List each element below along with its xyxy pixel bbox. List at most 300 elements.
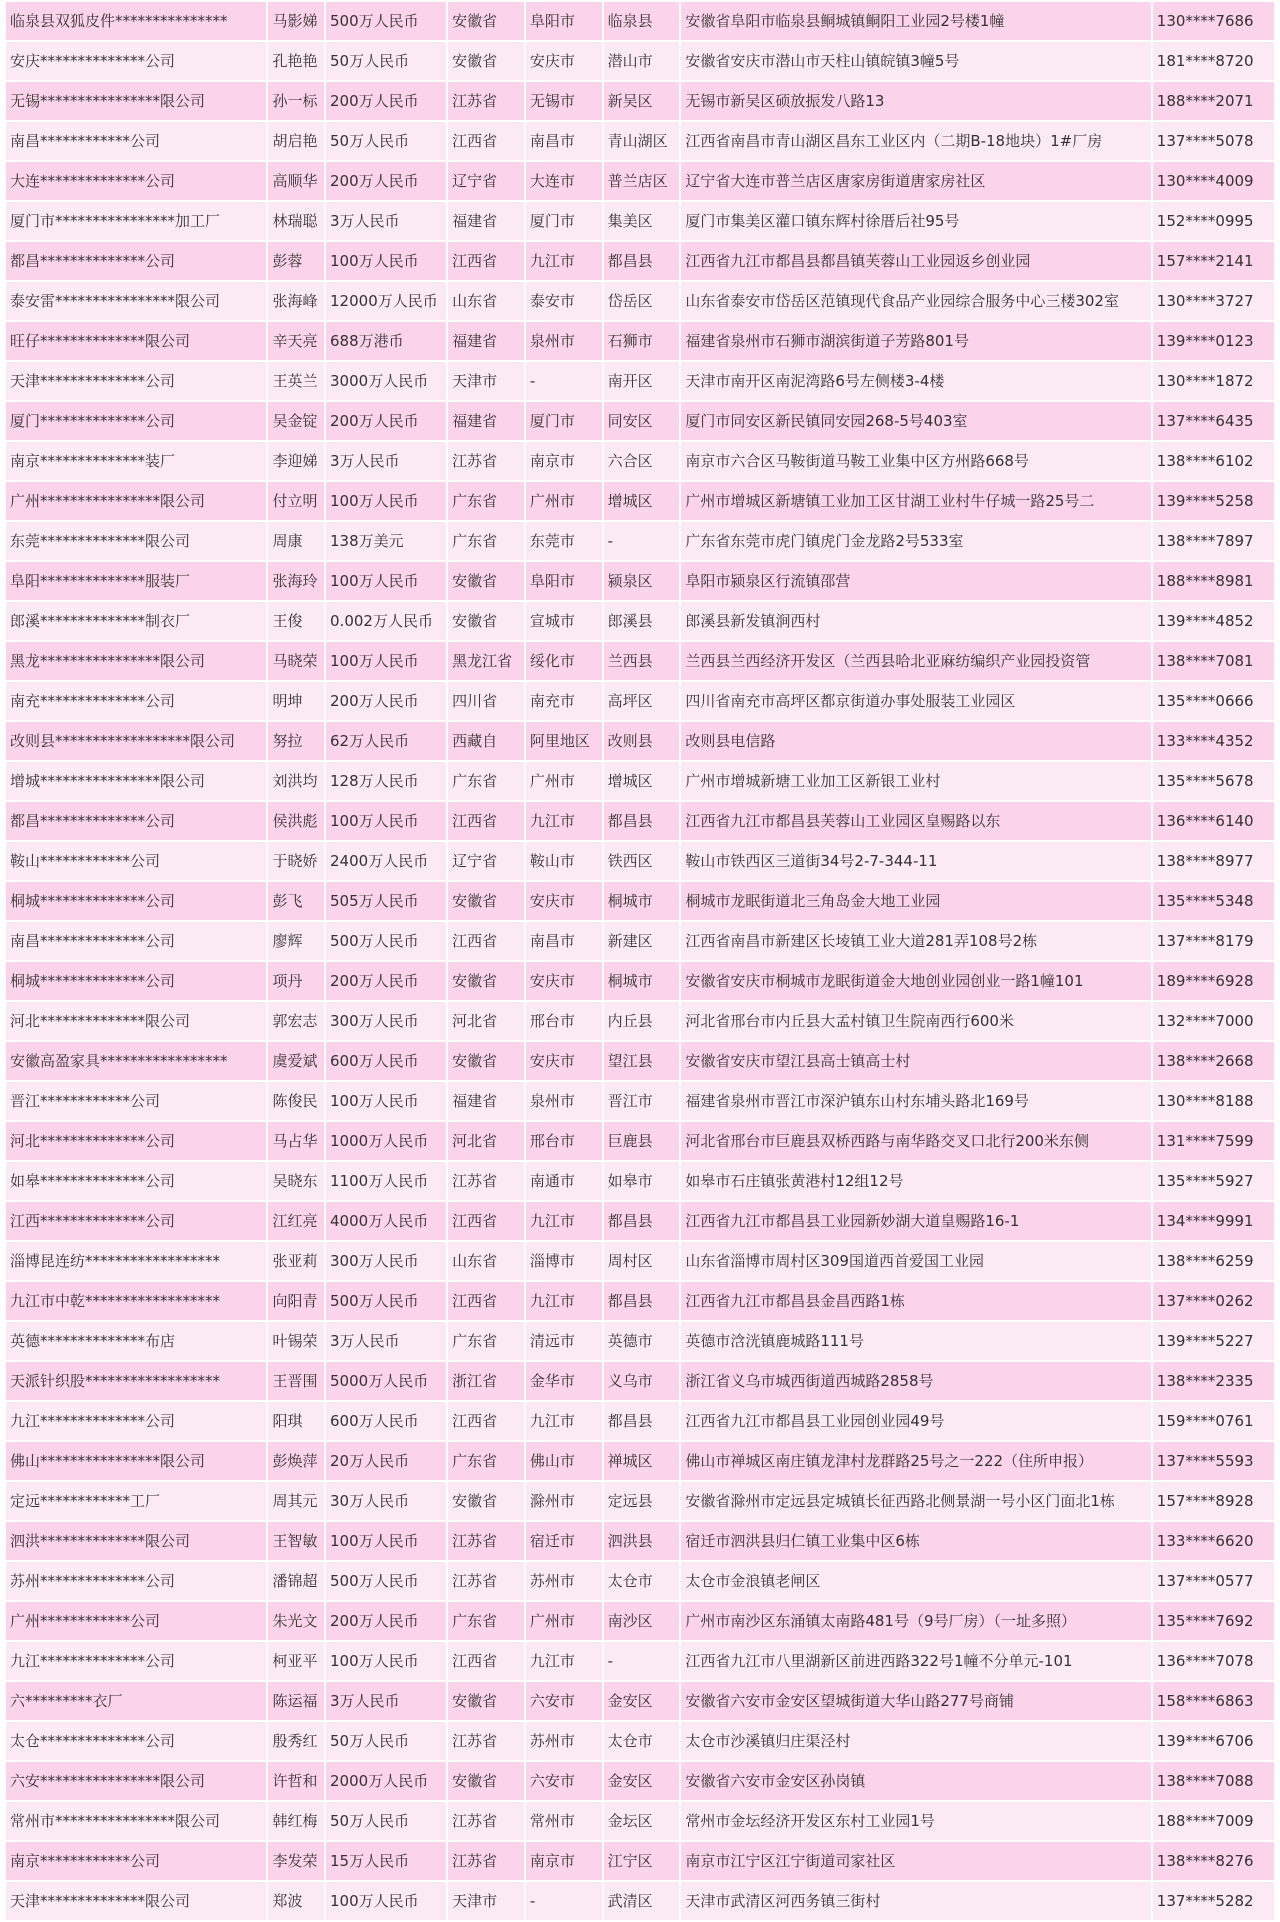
table-row (6, 602, 1274, 640)
city-cell: 邢台市 (526, 1002, 602, 1040)
city-cell: 南昌市 (526, 122, 602, 160)
address-cell: 安徽省六安市金安区孙岗镇 (681, 1762, 1150, 1800)
table-row (6, 1682, 1274, 1720)
company-name-cell: 天派针织股****************** (6, 1362, 266, 1400)
contact-name-cell: 阳琪 (268, 1402, 324, 1440)
company-table-container (4, 0, 1276, 1922)
district-cell: 南沙区 (604, 1602, 680, 1640)
company-name-cell: 安庆**************公司 (6, 42, 266, 80)
registered-capital-cell: 200万人民币 (326, 162, 446, 200)
province-cell: 江苏省 (448, 1802, 524, 1840)
contact-name-cell: 胡启艳 (268, 122, 324, 160)
city-cell: - (526, 1882, 602, 1920)
province-cell: 天津市 (448, 362, 524, 400)
table-row (6, 402, 1274, 440)
table-row (6, 1842, 1274, 1880)
phone-cell: 139****6706 (1153, 1722, 1274, 1760)
address-cell: 浙江省义乌市城西街道西城路2858号 (681, 1362, 1150, 1400)
city-cell: 鞍山市 (526, 842, 602, 880)
table-row (6, 882, 1274, 920)
table-row (6, 362, 1274, 400)
district-cell: 巨鹿县 (604, 1122, 680, 1160)
province-cell: 安徽省 (448, 882, 524, 920)
phone-cell: 137****5078 (1153, 122, 1274, 160)
address-cell: 兰西县兰西经济开发区（兰西县哈北亚麻纺编织产业园投资管 (681, 642, 1150, 680)
registered-capital-cell: 100万人民币 (326, 242, 446, 280)
province-cell: 黑龙江省 (448, 642, 524, 680)
contact-name-cell: 吴金锭 (268, 402, 324, 440)
address-cell: 江西省九江市都昌县金昌西路1栋 (681, 1282, 1150, 1320)
district-cell: 金安区 (604, 1762, 680, 1800)
table-row (6, 1602, 1274, 1640)
address-cell: 江西省九江市都昌县都昌镇芙蓉山工业园返乡创业园 (681, 242, 1150, 280)
address-cell: 山东省泰安市岱岳区范镇现代食品产业园综合服务中心三楼302室 (681, 282, 1150, 320)
phone-cell: 138****2668 (1153, 1042, 1274, 1080)
city-cell: 九江市 (526, 1282, 602, 1320)
company-name-cell: 南昌************公司 (6, 122, 266, 160)
district-cell: 太仓市 (604, 1722, 680, 1760)
registered-capital-cell: 100万人民币 (326, 562, 446, 600)
city-cell: 安庆市 (526, 882, 602, 920)
phone-cell: 130****7686 (1153, 2, 1274, 40)
registered-capital-cell: 100万人民币 (326, 1642, 446, 1680)
table-row (6, 1482, 1274, 1520)
contact-name-cell: 于晓娇 (268, 842, 324, 880)
province-cell: 广东省 (448, 482, 524, 520)
district-cell: 都昌县 (604, 802, 680, 840)
registered-capital-cell: 128万人民币 (326, 762, 446, 800)
company-name-cell: 南昌**************公司 (6, 922, 266, 960)
table-row (6, 282, 1274, 320)
phone-cell: 157****8928 (1153, 1482, 1274, 1520)
phone-cell: 139****4852 (1153, 602, 1274, 640)
province-cell: 广东省 (448, 1322, 524, 1360)
registered-capital-cell: 2400万人民币 (326, 842, 446, 880)
city-cell: 泰安市 (526, 282, 602, 320)
phone-cell: 137****6435 (1153, 402, 1274, 440)
address-cell: 河北省邢台市内丘县大孟村镇卫生院南西行600米 (681, 1002, 1150, 1040)
registered-capital-cell: 12000万人民币 (326, 282, 446, 320)
company-name-cell: 郎溪**************制衣厂 (6, 602, 266, 640)
registered-capital-cell: 100万人民币 (326, 1522, 446, 1560)
province-cell: 安徽省 (448, 2, 524, 40)
table-row (6, 242, 1274, 280)
table-row (6, 162, 1274, 200)
registered-capital-cell: 688万港币 (326, 322, 446, 360)
company-name-cell: 天津**************限公司 (6, 1882, 266, 1920)
province-cell: 广东省 (448, 1602, 524, 1640)
registered-capital-cell: 500万人民币 (326, 1282, 446, 1320)
address-cell: 福建省泉州市石狮市湖滨街道子芳路801号 (681, 322, 1150, 360)
phone-cell: 137****8179 (1153, 922, 1274, 960)
company-name-cell: 东莞**************限公司 (6, 522, 266, 560)
table-row (6, 1322, 1274, 1360)
registered-capital-cell: 0.002万人民币 (326, 602, 446, 640)
address-cell: 福建省泉州市晋江市深沪镇东山村东埔头路北169号 (681, 1082, 1150, 1120)
table-row (6, 1762, 1274, 1800)
province-cell: 广东省 (448, 1442, 524, 1480)
table-row (6, 1202, 1274, 1240)
table-row (6, 1562, 1274, 1600)
city-cell: 滁州市 (526, 1482, 602, 1520)
address-cell: 桐城市龙眠街道北三角岛金大地工业园 (681, 882, 1150, 920)
address-cell: 常州市金坛经济开发区东村工业园1号 (681, 1802, 1150, 1840)
table-row (6, 322, 1274, 360)
contact-name-cell: 殷秀红 (268, 1722, 324, 1760)
phone-cell: 137****5282 (1153, 1882, 1274, 1920)
city-cell: 安庆市 (526, 42, 602, 80)
province-cell: 山东省 (448, 1242, 524, 1280)
company-name-cell: 无锡****************限公司 (6, 82, 266, 120)
district-cell: 周村区 (604, 1242, 680, 1280)
address-cell: 安徽省安庆市桐城市龙眠街道金大地创业园创业一路1幢101 (681, 962, 1150, 1000)
contact-name-cell: 周康 (268, 522, 324, 560)
registered-capital-cell: 100万人民币 (326, 802, 446, 840)
city-cell: 九江市 (526, 1642, 602, 1680)
phone-cell: 159****0761 (1153, 1402, 1274, 1440)
district-cell: 六合区 (604, 442, 680, 480)
contact-name-cell: 明坤 (268, 682, 324, 720)
province-cell: 山东省 (448, 282, 524, 320)
company-name-cell: 江西**************公司 (6, 1202, 266, 1240)
table-row (6, 1282, 1274, 1320)
province-cell: 安徽省 (448, 962, 524, 1000)
district-cell: 新建区 (604, 922, 680, 960)
phone-cell: 136****7078 (1153, 1642, 1274, 1680)
city-cell: 宣城市 (526, 602, 602, 640)
phone-cell: 130****4009 (1153, 162, 1274, 200)
district-cell: 都昌县 (604, 1402, 680, 1440)
table-row (6, 42, 1274, 80)
district-cell: 如皋市 (604, 1162, 680, 1200)
company-name-cell: 九江**************公司 (6, 1642, 266, 1680)
district-cell: 同安区 (604, 402, 680, 440)
province-cell: 广东省 (448, 762, 524, 800)
province-cell: 安徽省 (448, 1042, 524, 1080)
district-cell: 铁西区 (604, 842, 680, 880)
province-cell: 江苏省 (448, 1162, 524, 1200)
district-cell: 金安区 (604, 1682, 680, 1720)
phone-cell: 133****6620 (1153, 1522, 1274, 1560)
district-cell: 英德市 (604, 1322, 680, 1360)
district-cell: 高坪区 (604, 682, 680, 720)
table-row (6, 1242, 1274, 1280)
city-cell: 阜阳市 (526, 562, 602, 600)
phone-cell: 136****6140 (1153, 802, 1274, 840)
registered-capital-cell: 500万人民币 (326, 922, 446, 960)
phone-cell: 138****7081 (1153, 642, 1274, 680)
company-name-cell: 增城****************限公司 (6, 762, 266, 800)
address-cell: 江西省南昌市新建区长堎镇工业大道281弄108号2栋 (681, 922, 1150, 960)
district-cell: 颍泉区 (604, 562, 680, 600)
table-row (6, 922, 1274, 960)
contact-name-cell: 刘洪均 (268, 762, 324, 800)
company-name-cell: 南充**************公司 (6, 682, 266, 720)
registered-capital-cell: 1000万人民币 (326, 1122, 446, 1160)
phone-cell: 158****6863 (1153, 1682, 1274, 1720)
table-row (6, 802, 1274, 840)
registered-capital-cell: 3万人民币 (326, 1322, 446, 1360)
table-row (6, 442, 1274, 480)
table-row (6, 1122, 1274, 1160)
registered-capital-cell: 50万人民币 (326, 1802, 446, 1840)
phone-cell: 189****6928 (1153, 962, 1274, 1000)
company-name-cell: 定远************工厂 (6, 1482, 266, 1520)
registered-capital-cell: 50万人民币 (326, 42, 446, 80)
contact-name-cell: 叶锡荣 (268, 1322, 324, 1360)
district-cell: 武清区 (604, 1882, 680, 1920)
company-name-cell: 厦门市****************加工厂 (6, 202, 266, 240)
city-cell: 东莞市 (526, 522, 602, 560)
contact-name-cell: 高顺华 (268, 162, 324, 200)
district-cell: - (604, 522, 680, 560)
phone-cell: 130****3727 (1153, 282, 1274, 320)
phone-cell: 138****7088 (1153, 1762, 1274, 1800)
district-cell: 兰西县 (604, 642, 680, 680)
district-cell: 定远县 (604, 1482, 680, 1520)
company-name-cell: 旺仔**************限公司 (6, 322, 266, 360)
province-cell: 安徽省 (448, 42, 524, 80)
registered-capital-cell: 100万人民币 (326, 1882, 446, 1920)
city-cell: 邢台市 (526, 1122, 602, 1160)
city-cell: 安庆市 (526, 1042, 602, 1080)
city-cell: 清远市 (526, 1322, 602, 1360)
city-cell: 南京市 (526, 1842, 602, 1880)
city-cell: 广州市 (526, 1602, 602, 1640)
company-name-cell: 安徽高盈家具***************** (6, 1042, 266, 1080)
table-row (6, 642, 1274, 680)
contact-name-cell: 周其元 (268, 1482, 324, 1520)
city-cell: 九江市 (526, 802, 602, 840)
contact-name-cell: 项丹 (268, 962, 324, 1000)
phone-cell: 138****8977 (1153, 842, 1274, 880)
company-name-cell: 黑龙****************限公司 (6, 642, 266, 680)
contact-name-cell: 辛天亮 (268, 322, 324, 360)
phone-cell: 133****4352 (1153, 722, 1274, 760)
address-cell: 山东省淄博市周村区309国道西首爱国工业园 (681, 1242, 1150, 1280)
address-cell: 安徽省安庆市望江县高士镇高士村 (681, 1042, 1150, 1080)
contact-name-cell: 吴晓东 (268, 1162, 324, 1200)
city-cell: 广州市 (526, 762, 602, 800)
city-cell: 阜阳市 (526, 2, 602, 40)
address-cell: 安徽省六安市金安区望城街道大华山路277号商铺 (681, 1682, 1150, 1720)
province-cell: 辽宁省 (448, 162, 524, 200)
phone-cell: 135****7692 (1153, 1602, 1274, 1640)
table-row (6, 562, 1274, 600)
company-name-cell: 桐城**************公司 (6, 882, 266, 920)
company-name-cell: 如皋**************公司 (6, 1162, 266, 1200)
contact-name-cell: 韩红梅 (268, 1802, 324, 1840)
contact-name-cell: 孙一标 (268, 82, 324, 120)
province-cell: 广东省 (448, 522, 524, 560)
city-cell: 苏州市 (526, 1562, 602, 1600)
district-cell: 青山湖区 (604, 122, 680, 160)
company-name-cell: 苏州**************公司 (6, 1562, 266, 1600)
district-cell: 普兰店区 (604, 162, 680, 200)
city-cell: 南充市 (526, 682, 602, 720)
contact-name-cell: 朱光文 (268, 1602, 324, 1640)
province-cell: 江西省 (448, 1402, 524, 1440)
district-cell: 新吴区 (604, 82, 680, 120)
address-cell: 鞍山市铁西区三道街34号2-7-344-11 (681, 842, 1150, 880)
address-cell: 江西省九江市八里湖新区前进西路322号1幢不分单元-101 (681, 1642, 1150, 1680)
city-cell: 阿里地区 (526, 722, 602, 760)
province-cell: 天津市 (448, 1882, 524, 1920)
registered-capital-cell: 500万人民币 (326, 1562, 446, 1600)
city-cell: 苏州市 (526, 1722, 602, 1760)
city-cell: 六安市 (526, 1682, 602, 1720)
province-cell: 四川省 (448, 682, 524, 720)
province-cell: 河北省 (448, 1122, 524, 1160)
contact-name-cell: 王英兰 (268, 362, 324, 400)
registered-capital-cell: 100万人民币 (326, 642, 446, 680)
table-row (6, 1722, 1274, 1760)
address-cell: 佛山市禅城区南庄镇龙津村龙群路25号之一222（住所申报） (681, 1442, 1150, 1480)
registered-capital-cell: 200万人民币 (326, 402, 446, 440)
district-cell: 义乌市 (604, 1362, 680, 1400)
table-row (6, 1522, 1274, 1560)
table-row (6, 1802, 1274, 1840)
address-cell: 宿迁市泗洪县归仁镇工业集中区6栋 (681, 1522, 1150, 1560)
contact-name-cell: 李迎娣 (268, 442, 324, 480)
district-cell: 金坛区 (604, 1802, 680, 1840)
registered-capital-cell: 200万人民币 (326, 962, 446, 1000)
phone-cell: 152****0995 (1153, 202, 1274, 240)
registered-capital-cell: 200万人民币 (326, 1602, 446, 1640)
city-cell: 南通市 (526, 1162, 602, 1200)
address-cell: 改则县电信路 (681, 722, 1150, 760)
phone-cell: 188****8981 (1153, 562, 1274, 600)
phone-cell: 132****7000 (1153, 1002, 1274, 1040)
address-cell: 阜阳市颍泉区行流镇邵营 (681, 562, 1150, 600)
province-cell: 浙江省 (448, 1362, 524, 1400)
phone-cell: 130****8188 (1153, 1082, 1274, 1120)
city-cell: 绥化市 (526, 642, 602, 680)
registered-capital-cell: 505万人民币 (326, 882, 446, 920)
address-cell: 安徽省滁州市定远县定城镇长征西路北侧景湖一号小区门面北1栋 (681, 1482, 1150, 1520)
phone-cell: 181****8720 (1153, 42, 1274, 80)
city-cell: 六安市 (526, 1762, 602, 1800)
registered-capital-cell: 5000万人民币 (326, 1362, 446, 1400)
company-name-cell: 广州****************限公司 (6, 482, 266, 520)
district-cell: 郎溪县 (604, 602, 680, 640)
province-cell: 福建省 (448, 202, 524, 240)
registered-capital-cell: 100万人民币 (326, 1082, 446, 1120)
company-name-cell: 鞍山************公司 (6, 842, 266, 880)
registered-capital-cell: 3万人民币 (326, 1682, 446, 1720)
province-cell: 安徽省 (448, 602, 524, 640)
table-row (6, 962, 1274, 1000)
phone-cell: 138****2335 (1153, 1362, 1274, 1400)
address-cell: 江西省九江市都昌县工业园新妙湖大道皇赐路16-1 (681, 1202, 1150, 1240)
address-cell: 南京市六合区马鞍街道马鞍工业集中区方州路668号 (681, 442, 1150, 480)
province-cell: 江苏省 (448, 1522, 524, 1560)
registered-capital-cell: 2000万人民币 (326, 1762, 446, 1800)
registered-capital-cell: 600万人民币 (326, 1402, 446, 1440)
contact-name-cell: 柯亚平 (268, 1642, 324, 1680)
phone-cell: 135****5927 (1153, 1162, 1274, 1200)
registered-capital-cell: 4000万人民币 (326, 1202, 446, 1240)
address-cell: 英德市浛洸镇鹿城路111号 (681, 1322, 1150, 1360)
company-name-cell: 阜阳**************服装厂 (6, 562, 266, 600)
province-cell: 江西省 (448, 1642, 524, 1680)
city-cell: 泉州市 (526, 1082, 602, 1120)
registered-capital-cell: 15万人民币 (326, 1842, 446, 1880)
district-cell: 桐城市 (604, 962, 680, 1000)
phone-cell: 139****5258 (1153, 482, 1274, 520)
contact-name-cell: 陈俊民 (268, 1082, 324, 1120)
company-name-cell: 南京**************装厂 (6, 442, 266, 480)
phone-cell: 138****8276 (1153, 1842, 1274, 1880)
company-name-cell: 常州市****************限公司 (6, 1802, 266, 1840)
registered-capital-cell: 600万人民币 (326, 1042, 446, 1080)
table-row (6, 682, 1274, 720)
province-cell: 江西省 (448, 122, 524, 160)
contact-name-cell: 张海峰 (268, 282, 324, 320)
company-name-cell: 都昌**************公司 (6, 242, 266, 280)
table-row (6, 482, 1274, 520)
table-row (6, 1002, 1274, 1040)
phone-cell: 131****7599 (1153, 1122, 1274, 1160)
district-cell: - (604, 1642, 680, 1680)
table-row (6, 1042, 1274, 1080)
city-cell: 无锡市 (526, 82, 602, 120)
table-row (6, 722, 1274, 760)
contact-name-cell: 许哲和 (268, 1762, 324, 1800)
contact-name-cell: 李发荣 (268, 1842, 324, 1880)
company-table (4, 0, 1276, 1922)
contact-name-cell: 林瑞聪 (268, 202, 324, 240)
table-row (6, 1362, 1274, 1400)
district-cell: 改则县 (604, 722, 680, 760)
table-row (6, 522, 1274, 560)
city-cell: 大连市 (526, 162, 602, 200)
address-cell: 太仓市金浪镇老闸区 (681, 1562, 1150, 1600)
contact-name-cell: 马晓荣 (268, 642, 324, 680)
contact-name-cell: 张海玲 (268, 562, 324, 600)
contact-name-cell: 廖辉 (268, 922, 324, 960)
phone-cell: 135****0666 (1153, 682, 1274, 720)
city-cell: - (526, 362, 602, 400)
table-row (6, 762, 1274, 800)
phone-cell: 130****1872 (1153, 362, 1274, 400)
contact-name-cell: 彭飞 (268, 882, 324, 920)
address-cell: 安徽省阜阳市临泉县鲖城镇鲖阳工业园2号楼1幢 (681, 2, 1150, 40)
company-name-cell: 英德**************布店 (6, 1322, 266, 1360)
registered-capital-cell: 50万人民币 (326, 122, 446, 160)
address-cell: 厦门市同安区新民镇同安园268-5号403室 (681, 402, 1150, 440)
city-cell: 安庆市 (526, 962, 602, 1000)
company-name-cell: 九江市中乾****************** (6, 1282, 266, 1320)
address-cell: 河北省邢台市巨鹿县双桥西路与南华路交叉口北行200米东侧 (681, 1122, 1150, 1160)
province-cell: 安徽省 (448, 562, 524, 600)
city-cell: 厦门市 (526, 402, 602, 440)
contact-name-cell: 王晋围 (268, 1362, 324, 1400)
district-cell: 泗洪县 (604, 1522, 680, 1560)
company-name-cell: 九江**************公司 (6, 1402, 266, 1440)
registered-capital-cell: 300万人民币 (326, 1242, 446, 1280)
table-row (6, 1442, 1274, 1480)
address-cell: 江西省九江市都昌县工业园创业园49号 (681, 1402, 1150, 1440)
contact-name-cell: 马影娣 (268, 2, 324, 40)
company-name-cell: 天津**************公司 (6, 362, 266, 400)
registered-capital-cell: 30万人民币 (326, 1482, 446, 1520)
registered-capital-cell: 138万美元 (326, 522, 446, 560)
district-cell: 潜山市 (604, 42, 680, 80)
contact-name-cell: 彭焕萍 (268, 1442, 324, 1480)
district-cell: 都昌县 (604, 242, 680, 280)
registered-capital-cell: 62万人民币 (326, 722, 446, 760)
